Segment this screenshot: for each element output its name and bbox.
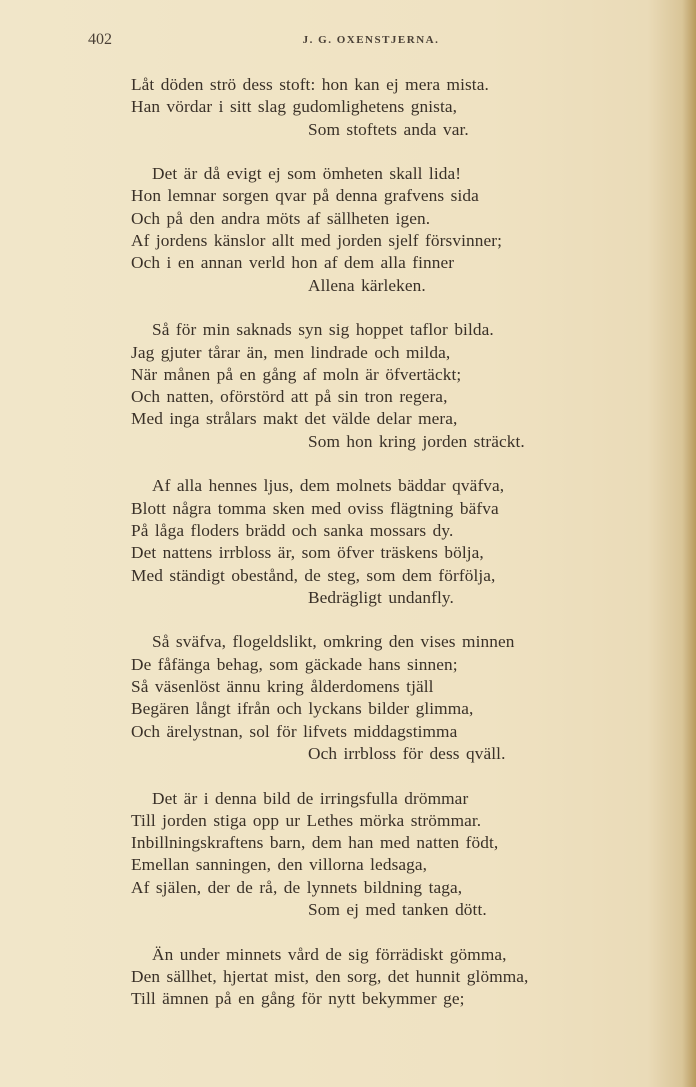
verse-line: Till jorden stiga opp ur Lethes mörka strömmar. <box>131 810 482 830</box>
verse-line: Af alla hennes ljus, dem molnets bäddar qväfva, <box>152 476 505 496</box>
poem-body <box>131 74 671 1033</box>
verse-line: Som stoftets anda var. <box>308 119 469 139</box>
verse-line: Af jordens känslor allt med jorden sjelf försvinner; <box>131 231 502 251</box>
verse-line: Den sällhet, hjertat mist, den sorg, det hunnit glömma, <box>131 966 529 986</box>
verse-line: Det är då evigt ej som ömheten skall lida! <box>152 164 462 184</box>
stanza <box>131 74 671 141</box>
verse-line: Till ämnen på en gång för nytt bekymmer ge; <box>131 989 465 1009</box>
verse-line: Hon lemnar sorgen qvar på denna grafvens sida <box>131 186 479 206</box>
verse-line: Af själen, der de rå, de lynnets bildning taga, <box>131 877 463 897</box>
verse-line: Och irrbloss för dess qväll. <box>308 743 506 763</box>
verse-line: Emellan sanningen, den villorna ledsaga, <box>131 855 428 875</box>
verse-line: Än under minnets vård de sig förrädiskt gömma, <box>152 944 507 964</box>
verse-line: När månen på en gång af moln är öfvertäckt; <box>131 364 462 384</box>
verse-line: Blott några tomma sken med oviss flägtning bäfva <box>131 498 499 518</box>
verse-line: Allena kärleken. <box>308 275 426 295</box>
stanza <box>131 319 671 453</box>
verse-line: Begären långt ifrån och lyckans bilder glimma, <box>131 699 474 719</box>
stanza <box>131 475 671 609</box>
stanza <box>131 163 671 297</box>
verse-line: Låt döden strö dess stoft: hon kan ej mera mista. <box>131 75 489 94</box>
verse-line: Så väsenlöst ännu kring ålderdomens tjäll <box>131 677 434 697</box>
stanza <box>131 788 671 922</box>
verse-line: Och i en annan verld hon af dem alla finner <box>131 253 455 273</box>
verse-line: Som hon kring jorden sträckt. <box>308 431 525 451</box>
stanza <box>131 944 671 1011</box>
running-head: J. G. OXENSTJERNA. <box>302 34 440 46</box>
verse-line: Så för min saknads syn sig hoppet taflor bilda. <box>152 320 494 340</box>
verse-line: Inbillningskraftens barn, dem han med natten födt, <box>131 833 499 853</box>
verse-line: Med inga strålars makt det välde delar mera, <box>131 409 458 429</box>
verse-line: På låga floders brädd och sanka mossars dy. <box>131 520 454 540</box>
verse-line: Och ärelystnan, sol för lifvets middagstimma <box>131 721 458 741</box>
verse-line: Bedrägligt undanfly. <box>308 587 454 607</box>
verse-line: Det är i denna bild de irringsfulla drömmar <box>152 788 469 808</box>
verse-line: Med ständigt obestånd, de steg, som dem förfölja, <box>131 565 496 585</box>
verse-line: Och natten, oförstörd att på sin tron regera, <box>131 387 448 407</box>
verse-line: De fåfänga behag, som gäckade hans sinnen; <box>131 654 458 674</box>
verse-line: Som ej med tanken dött. <box>308 899 487 919</box>
verse-line: Det nattens irrbloss är, som öfver träskens bölja, <box>131 543 484 563</box>
verse-line: Han vördar i sitt slag gudomlighetens gnista, <box>131 97 458 117</box>
stanza <box>131 631 671 765</box>
page-number: 402 <box>88 31 112 48</box>
verse-line: Så sväfva, flogeldslikt, omkring den vises minnen <box>152 632 515 652</box>
verse-line: Och på den andra möts af sällheten igen. <box>131 208 431 228</box>
verse-line: Jag gjuter tårar än, men lindrade och milda, <box>131 342 451 362</box>
